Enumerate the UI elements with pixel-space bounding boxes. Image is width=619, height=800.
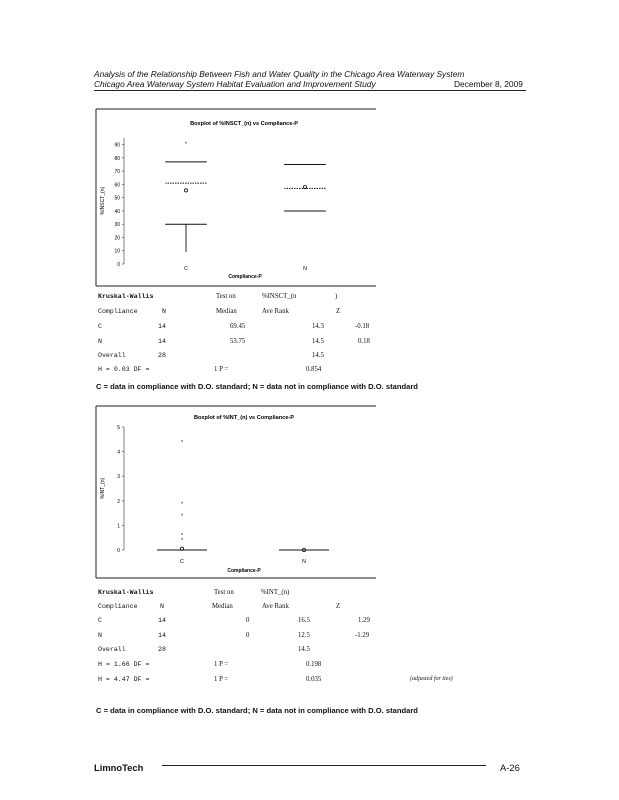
row2-overall-label: Overall xyxy=(98,646,126,653)
row2-n-rank: 12.5 xyxy=(298,632,310,639)
row2-n-n: 14 xyxy=(158,632,166,639)
header-title-line1: Analysis of the Relationship Between Fish and Water Quality in the Chicago Area Waterway System xyxy=(94,69,465,79)
kruskal-table-1 xyxy=(96,290,386,372)
row-c-z: -0.18 xyxy=(355,323,370,330)
kw-title: Kruskal-Wallis xyxy=(98,293,154,300)
stat2-h2: H = 4.47 DF = xyxy=(98,676,150,683)
box-c-outlier: * xyxy=(181,513,183,520)
chart-title: Boxplot of %INT_(n) vs Compliance-P xyxy=(193,415,295,421)
boxplot-int-svg xyxy=(94,405,378,580)
row2-n-z: -1.29 xyxy=(355,632,370,639)
caption-2: C = data in compliance with D.O. standard; N = data not in compliance with D.O. standard xyxy=(96,706,418,715)
row2-c-label: C xyxy=(98,617,102,624)
y-tick-label: 1 xyxy=(117,523,120,530)
box-c-outlier: * xyxy=(181,439,183,446)
boxplot-int xyxy=(94,405,378,580)
box-c-mean xyxy=(184,189,187,192)
y-tick-label: 40 xyxy=(114,208,120,215)
kw2-test-on: Test on xyxy=(214,589,234,596)
row-n-n: 14 xyxy=(158,338,166,345)
footer-company: LimnoTech xyxy=(94,762,144,773)
x-tick-label: C xyxy=(180,559,184,565)
chart-title: Boxplot of %INSCT_(n) vs Compliance-P xyxy=(190,121,298,127)
row2-c-z: 1.29 xyxy=(358,617,370,624)
box-c-outlier: * xyxy=(181,533,183,540)
row2-n-median: 0 xyxy=(246,632,250,639)
stat-h: H = 0.03 DF = xyxy=(98,366,150,373)
row2-c-n: 14 xyxy=(158,617,166,624)
col2-ave-rank: Ave Rank xyxy=(262,603,289,610)
col-compliance: Compliance xyxy=(98,308,138,315)
row2-c-rank: 16.5 xyxy=(298,617,310,624)
header-title-line2: Chicago Area Waterway System Habitat Evaluation and Improvement Study xyxy=(94,79,376,89)
row-overall-rank: 14.5 xyxy=(312,352,324,359)
kw-test-on: Test on xyxy=(216,293,236,300)
row-c-rank: 14.3 xyxy=(312,323,324,330)
y-tick-label: 5 xyxy=(117,425,120,431)
stat2-p1-label: 1 P = xyxy=(214,661,229,668)
col-median: Median xyxy=(216,308,237,315)
row-n-median: 53.75 xyxy=(230,338,246,345)
x-tick-label: N xyxy=(303,266,307,272)
y-tick-label: 50 xyxy=(114,195,120,202)
row-overall-label: Overall xyxy=(98,352,126,359)
x-axis-label: Compliance-P xyxy=(228,274,262,280)
box-c-outlier: * xyxy=(185,141,187,148)
row2-n-label: N xyxy=(98,632,102,639)
row-n-rank: 14.5 xyxy=(312,338,324,345)
col-z: Z xyxy=(336,308,341,315)
stat2-adjusted: (adjusted for ties) xyxy=(410,676,453,682)
col2-n: N xyxy=(160,603,164,610)
y-tick-label: 3 xyxy=(117,474,120,481)
header-rule xyxy=(94,90,526,91)
x-tick-label: N xyxy=(302,559,306,565)
y-axis-label: %INT_(n) xyxy=(100,477,106,500)
col-n: N xyxy=(162,308,166,315)
box-c-outlier: * xyxy=(181,501,183,508)
stat2-p2-value: 0.035 xyxy=(306,676,322,683)
row-n-label: N xyxy=(98,338,102,345)
col2-z: Z xyxy=(336,603,341,610)
y-tick-label: 0 xyxy=(117,262,120,268)
y-tick-label: 60 xyxy=(114,182,120,189)
y-tick-label: 0 xyxy=(117,548,120,554)
row-c-label: C xyxy=(98,323,102,330)
boxplot-insct xyxy=(94,108,378,288)
footer-rule xyxy=(162,765,486,766)
y-tick-label: 10 xyxy=(114,248,120,255)
row-c-median: 69.45 xyxy=(230,323,246,330)
x-tick-label: C xyxy=(184,266,188,272)
footer-page: A-26 xyxy=(500,762,520,773)
col2-compliance: Compliance xyxy=(98,603,138,610)
y-tick-label: 30 xyxy=(114,222,120,229)
stat-p-label: 1 P = xyxy=(214,366,229,373)
x-axis-label: Compliance-P xyxy=(227,568,261,574)
row-n-z: 0.18 xyxy=(358,338,370,345)
y-axis-label: %INSCT_(n) xyxy=(100,186,106,216)
y-tick-label: 20 xyxy=(114,235,120,242)
caption-1: C = data in compliance with D.O. standard; N = data not in compliance with D.O. standard xyxy=(96,382,418,391)
stat-p-value: 0.854 xyxy=(306,366,322,373)
y-tick-label: 2 xyxy=(117,498,120,505)
row2-c-median: 0 xyxy=(246,617,250,624)
box-c-outlier: * xyxy=(181,538,183,545)
kw2-variable: %INT_(n) xyxy=(261,589,290,596)
stat2-h1: H = 1.66 DF = xyxy=(98,661,150,668)
kruskal-table-2 xyxy=(96,584,456,688)
kw2-title: Kruskal-Wallis xyxy=(98,589,154,596)
y-tick-label: 70 xyxy=(114,169,120,176)
y-tick-label: 90 xyxy=(114,142,120,149)
row-c-n: 14 xyxy=(158,323,166,330)
stat2-p1-value: 0.198 xyxy=(306,661,322,668)
col2-median: Median xyxy=(212,603,233,610)
stat2-p2-label: 1 P = xyxy=(214,676,229,683)
y-tick-label: 80 xyxy=(114,155,120,162)
row2-overall-n: 28 xyxy=(158,646,166,653)
row-overall-n: 28 xyxy=(158,352,166,359)
row2-overall-rank: 14.5 xyxy=(298,646,310,653)
kw-variable-close: ) xyxy=(335,293,338,300)
header-date: December 8, 2009 xyxy=(454,79,523,89)
y-tick-label: 4 xyxy=(117,449,120,456)
kw-variable: %INSCT_(n xyxy=(262,293,297,300)
boxplot-insct-svg xyxy=(94,108,378,288)
col-ave-rank: Ave Rank xyxy=(262,308,289,315)
